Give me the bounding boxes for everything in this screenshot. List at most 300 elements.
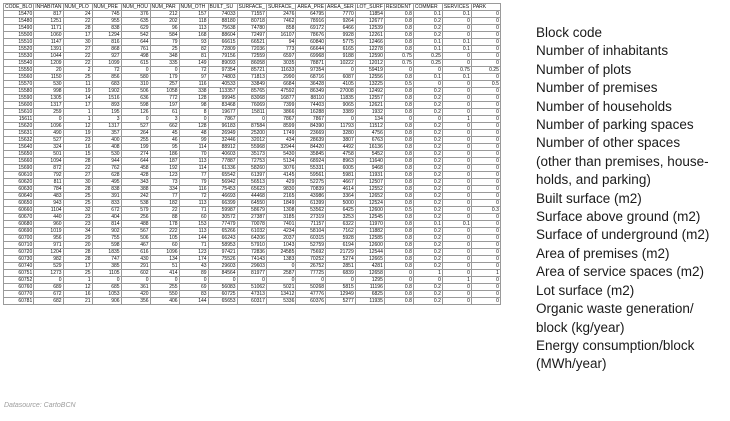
table-cell: 0.1 xyxy=(413,74,442,81)
table-cell: 134 xyxy=(150,256,179,263)
table-cell: 0 xyxy=(442,151,471,158)
table-cell: 0.3 xyxy=(471,207,500,214)
table-cell: 93 xyxy=(179,39,208,46)
table-cell: 78676 xyxy=(296,32,326,39)
table-cell: 391 xyxy=(92,193,121,200)
legend-line: Surface above ground (m2) xyxy=(536,209,701,225)
table-cell: 65623 xyxy=(237,186,266,193)
table-cell: 1516 xyxy=(92,95,121,102)
table-cell: 615 xyxy=(121,60,150,67)
table-cell: 9830 xyxy=(266,186,295,193)
table-cell: 490 xyxy=(34,130,63,137)
table-cell: 0 xyxy=(471,74,500,81)
table-cell: 80718 xyxy=(237,18,266,25)
table-cell: 0.8 xyxy=(384,25,413,32)
table-cell: 46 xyxy=(150,137,179,144)
table-cell: 15470 xyxy=(4,11,34,18)
table-cell: 11512 xyxy=(355,123,384,130)
table-cell: 0.5 xyxy=(384,207,413,214)
table-row xyxy=(4,158,501,165)
table-cell: 0 xyxy=(413,81,442,88)
table-cell: 27 xyxy=(63,172,92,179)
table-cell: 0 xyxy=(326,67,356,74)
table-cell: 65266 xyxy=(208,228,237,235)
table-cell: 197 xyxy=(150,102,179,109)
table-cell: 71557 xyxy=(237,11,266,18)
table-cell: 75453 xyxy=(208,186,237,193)
table-cell: 0.75 xyxy=(442,67,471,74)
table-cell: 0.8 xyxy=(384,130,413,137)
table-cell: 343 xyxy=(121,179,150,186)
table-cell: 0.2 xyxy=(413,235,442,242)
table-cell: 72 xyxy=(179,67,208,74)
table-cell: 467 xyxy=(121,242,150,249)
table-cell: 998 xyxy=(34,88,63,95)
column-header: COMMER xyxy=(413,4,442,11)
table-cell: 0.2 xyxy=(413,298,442,305)
table-row xyxy=(4,221,501,228)
table-cell: 144 xyxy=(179,235,208,242)
table-cell: 0 xyxy=(326,116,356,123)
table-cell: 99 xyxy=(179,137,208,144)
table-row xyxy=(4,235,501,242)
table-cell: 70078 xyxy=(237,221,266,228)
table-cell: 182 xyxy=(150,200,179,207)
table-cell: 0.2 xyxy=(413,165,442,172)
column-header: SURFACE_ xyxy=(238,4,265,10)
table-cell: 0.2 xyxy=(413,144,442,151)
legend-line: Energy consumption/block xyxy=(536,337,695,353)
table-cell: 0 xyxy=(442,81,471,88)
table-cell: 2990 xyxy=(266,74,295,81)
table-cell: 256 xyxy=(121,214,150,221)
table-cell: 7867 xyxy=(296,116,326,123)
table-cell: 79156 xyxy=(208,53,237,60)
table-cell: 75692 xyxy=(296,249,326,256)
table-cell: 15 xyxy=(63,151,92,158)
table-cell: 3035 xyxy=(266,60,295,67)
table-cell: 255 xyxy=(121,137,150,144)
table-cell: 0.8 xyxy=(384,46,413,53)
table-cell: 584 xyxy=(150,32,179,39)
table-cell: 816 xyxy=(92,39,121,46)
table-cell: 943 xyxy=(34,200,63,207)
table-cell: 12524 xyxy=(355,200,384,207)
table-cell: 7162 xyxy=(326,228,356,235)
table-cell: 40533 xyxy=(208,81,237,88)
table-cell: 0.2 xyxy=(413,284,442,291)
table-cell: 72559 xyxy=(237,53,266,60)
table-cell: 0.2 xyxy=(413,200,442,207)
table-cell: 32944 xyxy=(266,144,295,151)
table-cell: 1099 xyxy=(92,60,121,67)
table-cell: 971 xyxy=(34,242,63,249)
table-cell: 0.2 xyxy=(413,158,442,165)
table-cell: 144 xyxy=(179,298,208,305)
table-cell: 0.1 xyxy=(442,11,471,18)
table-row xyxy=(4,137,501,144)
table-cell: 28 xyxy=(63,249,92,256)
table-cell: 58260 xyxy=(237,165,266,172)
table-cell: 1391 xyxy=(34,46,63,53)
table-cell: 4758 xyxy=(326,151,356,158)
table-cell: 495 xyxy=(92,179,121,186)
table-row xyxy=(4,144,501,151)
table-cell: 488 xyxy=(121,221,150,228)
table-cell: 762 xyxy=(92,165,121,172)
table-cell: 12012 xyxy=(355,60,384,67)
table-cell: 5928 xyxy=(326,235,356,242)
table-cell: 74803 xyxy=(208,74,237,81)
table-row xyxy=(4,291,501,298)
table-cell: 955 xyxy=(92,18,121,25)
table-cell: 7770 xyxy=(326,11,356,18)
table-cell: 0 xyxy=(471,235,500,242)
table-cell: 83468 xyxy=(208,102,237,109)
table-cell: 338 xyxy=(179,88,208,95)
table-cell: 87584 xyxy=(237,123,266,130)
table-cell: 0 xyxy=(237,116,266,123)
table-cell: 1849 xyxy=(266,200,295,207)
table-cell: 16 xyxy=(63,291,92,298)
table-cell: 242 xyxy=(121,193,150,200)
table-cell: 420 xyxy=(121,291,150,298)
table-cell: 113 xyxy=(179,228,208,235)
table-cell: 814 xyxy=(92,221,121,228)
table-cell: 0 xyxy=(442,256,471,263)
table-cell: 0.2 xyxy=(413,130,442,137)
table-cell: 0 xyxy=(34,116,63,123)
table-cell: 4234 xyxy=(266,228,295,235)
table-cell: 83 xyxy=(179,291,208,298)
table-cell: 598 xyxy=(92,242,121,249)
table-cell: 0 xyxy=(471,88,500,95)
table-row xyxy=(4,81,501,88)
table-cell: 60710 xyxy=(4,242,34,249)
table-cell: 94 xyxy=(266,39,295,46)
table-cell: 1383 xyxy=(266,256,295,263)
column-header: NUM_PRE xyxy=(92,4,121,11)
table-cell: 0.1 xyxy=(442,221,471,228)
table-cell: 872 xyxy=(34,165,63,172)
table-cell: 43 xyxy=(179,263,208,270)
table-cell: 5775 xyxy=(326,39,356,46)
table-cell: 32 xyxy=(63,207,92,214)
table-cell: 3 xyxy=(92,116,121,123)
table-cell: 927 xyxy=(92,53,121,60)
table-cell: 982 xyxy=(34,256,63,263)
table-row xyxy=(4,53,501,60)
table-cell: 0.1 xyxy=(413,11,442,18)
table-cell: 2037 xyxy=(266,235,295,242)
table-cell: 212 xyxy=(150,11,179,18)
table-cell: 0.2 xyxy=(413,242,442,249)
table-cell: 310 xyxy=(121,81,150,88)
table-cell: 123 xyxy=(150,172,179,179)
table-cell: 85765 xyxy=(237,88,266,95)
table-cell: 0.75 xyxy=(384,60,413,67)
table-cell: 58953 xyxy=(208,242,237,249)
table-cell: 12 xyxy=(63,123,92,130)
table-cell: 0 xyxy=(471,284,500,291)
table-cell: 0 xyxy=(34,277,63,284)
table-cell: 27 xyxy=(63,46,92,53)
table-cell: 168 xyxy=(179,32,208,39)
table-cell: 66521 xyxy=(237,39,266,46)
table-cell: 0 xyxy=(471,32,500,39)
table-cell: 11931 xyxy=(355,172,384,179)
table-cell: 32012 xyxy=(237,137,266,144)
legend-line: Number of premises xyxy=(536,80,658,96)
table-cell: 81977 xyxy=(237,270,266,277)
table-cell: 501 xyxy=(34,151,63,158)
table-cell: 44468 xyxy=(237,193,266,200)
table-cell: 40603 xyxy=(208,151,237,158)
source-note: Datasource: CartoBCN xyxy=(4,402,76,409)
table-cell: 745 xyxy=(92,11,121,18)
table-row xyxy=(4,270,501,277)
table-cell: 15632 xyxy=(4,137,34,144)
table-cell: 334 xyxy=(150,186,179,193)
table-cell: 0 xyxy=(471,242,500,249)
table-cell: 0.8 xyxy=(384,109,413,116)
table-cell: 22 xyxy=(63,165,92,172)
table-cell: 1 xyxy=(63,277,92,284)
table-cell: 9065 xyxy=(326,102,356,109)
table-cell: 66644 xyxy=(296,46,326,53)
table-cell: 71813 xyxy=(237,74,266,81)
table-row xyxy=(4,18,501,25)
table-cell: 6165 xyxy=(326,46,356,53)
table-cell: 0.8 xyxy=(384,39,413,46)
table-cell: 86349 xyxy=(296,88,326,95)
table-cell: 23 xyxy=(63,221,92,228)
table-cell: 0.25 xyxy=(413,53,442,60)
table-cell: 12600 xyxy=(355,207,384,214)
table-cell: 0 xyxy=(471,263,500,270)
table-cell: 82 xyxy=(179,46,208,53)
table-cell: 0.8 xyxy=(384,179,413,186)
table-cell: 27387 xyxy=(237,214,266,221)
table-cell: 55331 xyxy=(296,165,326,172)
table-cell: 27319 xyxy=(296,214,326,221)
table-row xyxy=(4,249,501,256)
table-cell: 0.75 xyxy=(384,53,413,60)
table-cell: 0.2 xyxy=(413,193,442,200)
table-cell: 0 xyxy=(413,67,442,74)
table-cell: 5274 xyxy=(326,256,356,263)
table-cell: 636 xyxy=(121,95,150,102)
table-cell: 15610 xyxy=(4,109,34,116)
table-cell: 15600 xyxy=(4,102,34,109)
table-row xyxy=(4,277,501,284)
table-cell: 187 xyxy=(150,158,179,165)
table-row xyxy=(4,46,501,53)
table-cell: 0.8 xyxy=(384,263,413,270)
table-cell: 255 xyxy=(150,284,179,291)
table-cell: 956 xyxy=(34,235,63,242)
table-cell: 60720 xyxy=(4,249,34,256)
table-cell: 838 xyxy=(92,186,121,193)
table-cell: 32446 xyxy=(208,137,237,144)
table-cell: 6597 xyxy=(266,53,295,60)
table-cell: 6194 xyxy=(326,242,356,249)
table-row xyxy=(4,214,501,221)
table-cell: 0 xyxy=(471,25,500,32)
table-cell: 4756 xyxy=(355,130,384,137)
table-cell: 72 xyxy=(179,193,208,200)
table-cell: 202 xyxy=(150,18,179,25)
table-cell: 113 xyxy=(179,200,208,207)
table-cell: 1 xyxy=(63,116,92,123)
table-cell: 542 xyxy=(121,32,150,39)
table-cell: 644 xyxy=(121,39,150,46)
table-cell: 550 xyxy=(150,291,179,298)
table-cell: 35173 xyxy=(237,151,266,158)
legend-line: Number of inhabitants xyxy=(536,43,669,59)
table-cell: 6005 xyxy=(326,165,356,172)
table-cell: 527 xyxy=(121,123,150,130)
table-cell: 59561 xyxy=(296,172,326,179)
table-cell: 75638 xyxy=(208,25,237,32)
table-cell: 0.1 xyxy=(442,39,471,46)
table-cell: 56083 xyxy=(208,284,237,291)
table-row xyxy=(4,298,501,305)
table-cell: 3 xyxy=(150,116,179,123)
table-cell: 64206 xyxy=(237,235,266,242)
table-cell: 8 xyxy=(179,109,208,116)
table-cell: 113357 xyxy=(208,88,237,95)
table-cell: 70839 xyxy=(296,186,326,193)
table-cell: 16877 xyxy=(266,95,295,102)
table-cell: 3076 xyxy=(266,165,295,172)
table-cell: 0 xyxy=(442,291,471,298)
table-cell: 567 xyxy=(121,228,150,235)
table-cell: 70 xyxy=(179,151,208,158)
table-cell: 11640 xyxy=(355,158,384,165)
table-cell: 4614 xyxy=(326,186,356,193)
table-cell: 60680 xyxy=(4,221,34,228)
table-cell: 0 xyxy=(471,172,500,179)
legend-line: Number of other spaces xyxy=(536,135,681,151)
table-cell: 28 xyxy=(63,158,92,165)
table-cell: 689 xyxy=(34,284,63,291)
table-cell: 12466 xyxy=(355,39,384,46)
table-cell: 128 xyxy=(179,95,208,102)
table-cell: 15580 xyxy=(4,88,34,95)
table-cell: 25 xyxy=(63,74,92,81)
table-cell: 1094 xyxy=(34,158,63,165)
table-cell: 30572 xyxy=(208,214,237,221)
table-cell: 0 xyxy=(442,284,471,291)
table-cell: 0 xyxy=(442,179,471,186)
table-cell: 15540 xyxy=(4,60,34,67)
table-cell: 498 xyxy=(121,53,150,60)
table-cell: 51062 xyxy=(237,284,266,291)
table-cell: 19677 xyxy=(208,109,237,116)
table-cell: 1902 xyxy=(92,88,121,95)
table-cell: 25 xyxy=(63,270,92,277)
column-legend xyxy=(536,24,728,374)
table-cell: 89093 xyxy=(208,60,237,67)
table-cell: 527 xyxy=(34,137,63,144)
table-cell: 60700 xyxy=(4,235,34,242)
table-cell: 65542 xyxy=(208,172,237,179)
table-cell: 23 xyxy=(63,214,92,221)
table-cell: 628 xyxy=(92,172,121,179)
table-cell: 1295 xyxy=(355,277,384,284)
table-cell: 11854 xyxy=(355,11,384,18)
table-cell: 579 xyxy=(121,207,150,214)
table-cell: 602 xyxy=(121,270,150,277)
table-cell: 69172 xyxy=(296,25,326,32)
table-cell: 3280 xyxy=(326,130,356,137)
table-cell: 1 xyxy=(442,277,471,284)
table-row xyxy=(4,102,501,109)
table-cell: 0 xyxy=(471,137,500,144)
table-cell: 89 xyxy=(179,270,208,277)
table-cell: 0.2 xyxy=(413,186,442,193)
table-cell: 856 xyxy=(92,74,121,81)
table-cell: 134 xyxy=(355,116,384,123)
table-cell: 868 xyxy=(92,46,121,53)
table-cell: 335 xyxy=(150,60,179,67)
table-cell: 96 xyxy=(150,25,179,32)
table-cell: 6322 xyxy=(326,221,356,228)
table-cell: 3185 xyxy=(266,214,295,221)
table-cell: 28 xyxy=(63,25,92,32)
table-cell: 7401 xyxy=(266,221,295,228)
table-cell: 838 xyxy=(92,25,121,32)
table-cell: 78916 xyxy=(296,18,326,25)
table-cell: 0 xyxy=(442,88,471,95)
table-cell: 84420 xyxy=(296,144,326,151)
table-cell: 12949 xyxy=(326,291,356,298)
table-cell: 59419 xyxy=(355,67,384,74)
table-cell: 88180 xyxy=(208,18,237,25)
table-cell: 5815 xyxy=(326,284,356,291)
table-cell: 3389 xyxy=(326,109,356,116)
table-cell: 60315 xyxy=(296,235,326,242)
legend-line: Area of premises (m2) xyxy=(536,245,670,261)
table-cell: 64550 xyxy=(237,200,266,207)
table-cell: 113 xyxy=(179,25,208,32)
table-cell: 0.8 xyxy=(384,214,413,221)
table-row xyxy=(4,116,501,123)
table-cell: 348 xyxy=(150,53,179,60)
table-cell: 0 xyxy=(442,109,471,116)
table-cell: 46693 xyxy=(208,193,237,200)
table-cell: 0 xyxy=(442,172,471,179)
legend-line: block (kg/year) xyxy=(536,319,625,335)
table-cell: 434 xyxy=(266,137,295,144)
table-cell: 11793 xyxy=(326,123,356,130)
table-cell: 906 xyxy=(92,298,121,305)
table-cell: 0 xyxy=(121,277,150,284)
column-header: NUM_PAR xyxy=(150,4,179,11)
table-cell: 1096 xyxy=(150,249,179,256)
table-cell: 0.1 xyxy=(442,46,471,53)
table-cell: 0.8 xyxy=(384,228,413,235)
table-cell: 0 xyxy=(471,298,500,305)
table-cell: 2851 xyxy=(326,263,356,270)
table-cell: 195 xyxy=(92,109,121,116)
table-cell: 0.8 xyxy=(384,200,413,207)
table-cell: 157 xyxy=(179,11,208,18)
table-cell: 61399 xyxy=(296,200,326,207)
table-body xyxy=(4,11,501,305)
table-cell: 0.25 xyxy=(413,60,442,67)
